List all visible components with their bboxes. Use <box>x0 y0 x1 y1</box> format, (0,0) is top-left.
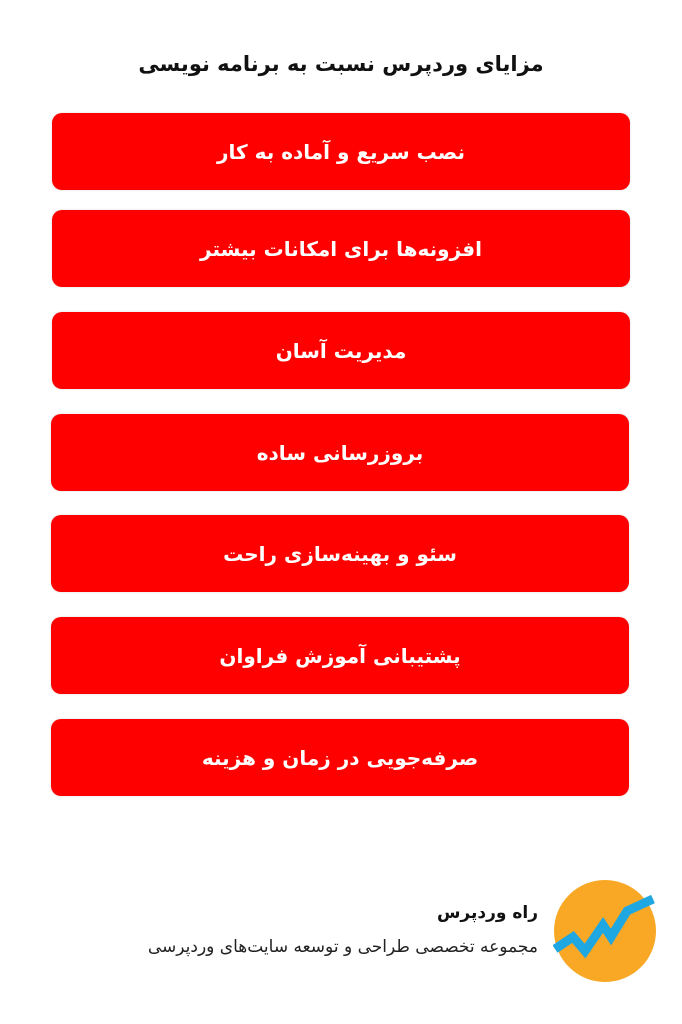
benefit-button-simple-updates[interactable]: بروزرسانی ساده <box>51 414 629 491</box>
benefit-button-cost-saving[interactable]: صرفه‌جویی در زمان و هزینه <box>51 719 629 796</box>
benefit-button-easy-management[interactable]: مدیریت آسان <box>52 312 630 389</box>
benefit-button-seo[interactable]: سئو و بهینه‌سازی راحت <box>51 515 629 592</box>
benefit-button-quick-install[interactable]: نصب سریع و آماده به کار <box>52 113 630 190</box>
benefit-button-plugins[interactable]: افزونه‌ها برای امکانات بیشتر <box>52 210 630 287</box>
benefit-button-support[interactable]: پشتیبانی آموزش فراوان <box>51 617 629 694</box>
trend-chart-icon <box>553 879 657 983</box>
page-title: مزایای وردپرس نسبت به برنامه نویسی <box>138 52 544 76</box>
brand-name: راه وردپرس <box>436 903 538 923</box>
brand-description: مجموعه تخصصی طراحی و توسعه سایت‌های وردپرسی <box>147 937 538 957</box>
